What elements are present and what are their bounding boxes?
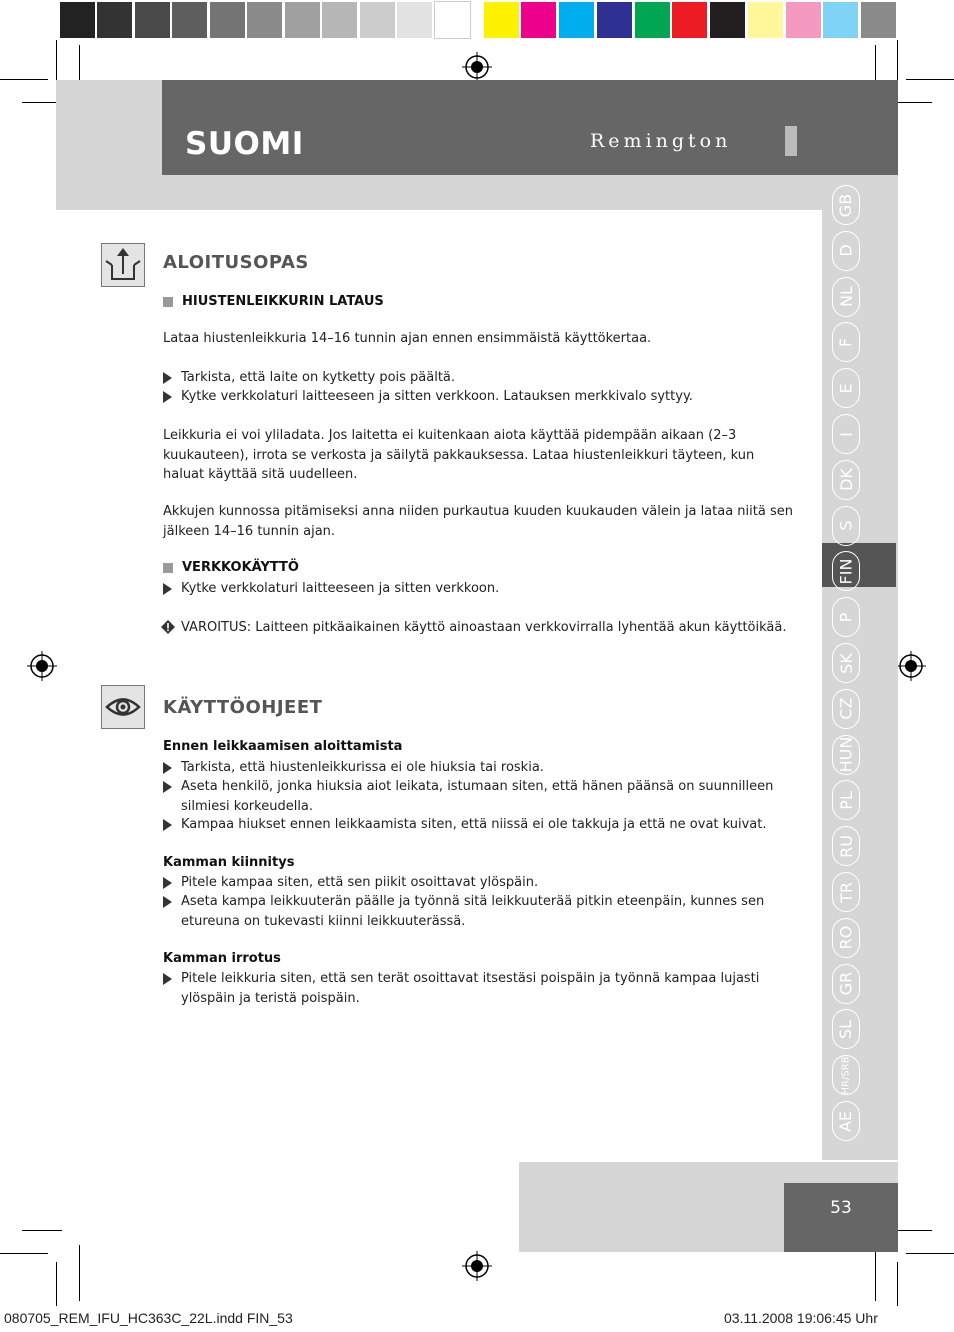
color-swatch <box>861 2 896 38</box>
language-tab-cz[interactable] <box>832 689 860 729</box>
page-title: SUOMI <box>185 126 304 162</box>
language-tab-label: AE <box>836 1110 856 1132</box>
language-tab-label: P <box>836 612 856 623</box>
box-up-arrow-icon <box>101 243 145 287</box>
language-tab-gb[interactable] <box>832 185 860 225</box>
color-swatch <box>484 2 519 38</box>
language-tab-nl[interactable] <box>832 277 860 317</box>
crop-mark <box>892 1230 932 1231</box>
language-tab-label: RO <box>836 925 856 950</box>
language-tab-label: HR/SRB <box>840 1056 852 1095</box>
language-tab-dk[interactable] <box>832 460 860 500</box>
crop-mark <box>0 79 48 80</box>
list-item: Kampaa hiukset ennen leikkaamista siten, että niissä ei ole takkuja ja että ne ovat kuivat. <box>163 815 793 835</box>
color-swatch <box>672 2 707 38</box>
language-tab-ro[interactable] <box>832 918 860 958</box>
language-tab-label: FIN <box>836 558 856 585</box>
color-swatch <box>322 2 357 38</box>
color-swatch <box>435 2 470 38</box>
paragraph: Leikkuria ei voi yliladata. Jos laitetta ei kuitenkaan aiota käyttää pidempään aikaan (2–3 kuukauteen), irrota se verkosta ja säilytä pakkauksessa. Lataa hiustenleikkuri täyteen, kun haluat käyttää sitä uudelleen. <box>163 428 755 482</box>
crop-mark <box>892 102 932 103</box>
language-tab-label: HUN <box>836 736 856 773</box>
language-tab-label: PL <box>836 791 856 810</box>
page-number: 53 <box>830 1198 852 1218</box>
list-item: Tarkista, että laite on kytketty pois päältä. <box>163 368 793 388</box>
crop-mark <box>906 79 954 80</box>
color-swatch <box>710 2 745 38</box>
color-swatch <box>135 2 170 38</box>
brand-bar <box>785 126 797 156</box>
language-tab-label: CZ <box>836 697 856 720</box>
language-tab-label: GR <box>836 971 856 996</box>
color-swatch <box>60 2 95 38</box>
language-tab-label: SK <box>836 652 856 674</box>
language-tab-p[interactable] <box>832 597 860 637</box>
warning-note: VAROITUS: Laitteen pitkäaikainen käyttö ainoastaan verkkovirralla lyhentää akun käyttöikää. <box>163 618 793 638</box>
registration-mark-icon <box>27 651 57 681</box>
language-tab-f[interactable] <box>832 322 860 362</box>
color-swatch <box>285 2 320 38</box>
subheading: Kamman irrotus <box>163 951 281 966</box>
language-tab-sl[interactable] <box>832 1009 860 1049</box>
color-swatch <box>247 2 282 38</box>
subheading: VERKKOKÄYTTÖ <box>163 560 299 575</box>
language-tab-hr-srb[interactable] <box>832 1055 860 1095</box>
language-tab-hun[interactable] <box>832 735 860 775</box>
paragraph: Akkujen kunnossa pitämiseksi anna niiden purkautua kuuden kuukauden välein ja lataa niitä sen jälkeen 14–16 tunnin ajan. <box>163 504 793 539</box>
crop-mark <box>906 1253 954 1254</box>
language-tab-label: D <box>836 244 856 257</box>
registration-mark-icon <box>896 651 926 681</box>
language-tab-label: F <box>836 337 856 347</box>
language-tab-label: TR <box>836 881 856 903</box>
language-tab-fin[interactable] <box>832 551 860 591</box>
section-title: KÄYTTÖOHJEET <box>163 697 323 718</box>
list-item: Kytke verkkolaturi laitteeseen ja sitten verkkoon. Latauksen merkkivalo syttyy. <box>163 387 793 407</box>
language-tab-label: RU <box>836 834 856 858</box>
list-item: Aseta henkilö, jonka hiuksia aiot leikata, istumaan siten, että hänen päänsä on suunnilleen silmiesi korkeudella. <box>163 777 793 816</box>
language-tab-label: S <box>836 520 856 531</box>
language-tab-s[interactable] <box>832 506 860 546</box>
color-swatch <box>360 2 395 38</box>
color-swatch <box>597 2 632 38</box>
eye-icon <box>101 685 145 729</box>
crop-mark <box>56 1262 57 1306</box>
language-tab-d[interactable] <box>832 231 860 271</box>
color-swatch <box>397 2 432 38</box>
list-item: Tarkista, että hiustenleikkurissa ei ole hiuksia tai roskia. <box>163 758 793 778</box>
registration-mark-icon <box>462 1251 492 1281</box>
brand-logo: Remington <box>590 130 732 152</box>
crop-mark <box>22 1230 62 1231</box>
language-tab-label: SL <box>836 1019 856 1039</box>
list-item: Pitele kampaa siten, että sen piikit osoittavat ylöspäin. <box>163 873 793 893</box>
list-item: Aseta kampa leikkuuterän päälle ja työnnä sitä leikkuuterää pitkin eteenpäin, kunnes sen etureuna on tukevasti kiinni leikkuuterässä. <box>163 892 793 931</box>
language-tab-ae[interactable] <box>832 1101 860 1141</box>
language-tab-label: I <box>836 431 856 437</box>
color-swatch <box>635 2 670 38</box>
language-tab-label: NL <box>836 286 856 308</box>
color-swatch <box>823 2 858 38</box>
language-tab-gr[interactable] <box>832 964 860 1004</box>
color-swatch <box>748 2 783 38</box>
color-swatch <box>172 2 207 38</box>
subheading: Kamman kiinnitys <box>163 855 295 870</box>
color-swatch <box>97 2 132 38</box>
registration-mark-icon <box>462 52 492 82</box>
subheading: HIUSTENLEIKKURIN LATAUS <box>163 294 384 309</box>
language-tab-label: E <box>836 383 856 394</box>
list-item: Kytke verkkolaturi laitteeseen ja sitten verkkoon. <box>163 579 793 599</box>
list-item: Pitele leikkuria siten, että sen terät osoittavat itsestäsi poispäin ja työnnä kampaa lujasti ylöspäin ja teristä poispäin. <box>163 969 793 1008</box>
print-slug-file: 080705_REM_IFU_HC363C_22L.indd FIN_53 <box>4 1310 293 1326</box>
crop-mark <box>897 1262 898 1306</box>
language-tab-label: DK <box>836 468 856 492</box>
paragraph: Lataa hiustenleikkuria 14–16 tunnin ajan ennen ensimmäistä käyttökertaa. <box>163 331 652 346</box>
language-tab-i[interactable] <box>832 414 860 454</box>
warning-icon <box>161 620 175 634</box>
language-tab-e[interactable] <box>832 368 860 408</box>
color-swatch <box>521 2 556 38</box>
color-swatch <box>559 2 594 38</box>
crop-mark <box>79 1245 80 1301</box>
crop-mark <box>875 1245 876 1301</box>
section-title: ALOITUSOPAS <box>163 252 309 273</box>
crop-mark <box>0 1253 48 1254</box>
language-tab-sk[interactable] <box>832 643 860 683</box>
print-slug-date: 03.11.2008 19:06:45 Uhr <box>724 1310 878 1326</box>
language-tab-tr[interactable] <box>832 872 860 912</box>
color-swatch <box>786 2 821 38</box>
subheading: Ennen leikkaamisen aloittamista <box>163 739 403 754</box>
language-tab-label: GB <box>836 193 856 217</box>
language-tab-pl[interactable] <box>832 780 860 820</box>
language-tab-ru[interactable] <box>832 826 860 866</box>
color-swatch <box>210 2 245 38</box>
